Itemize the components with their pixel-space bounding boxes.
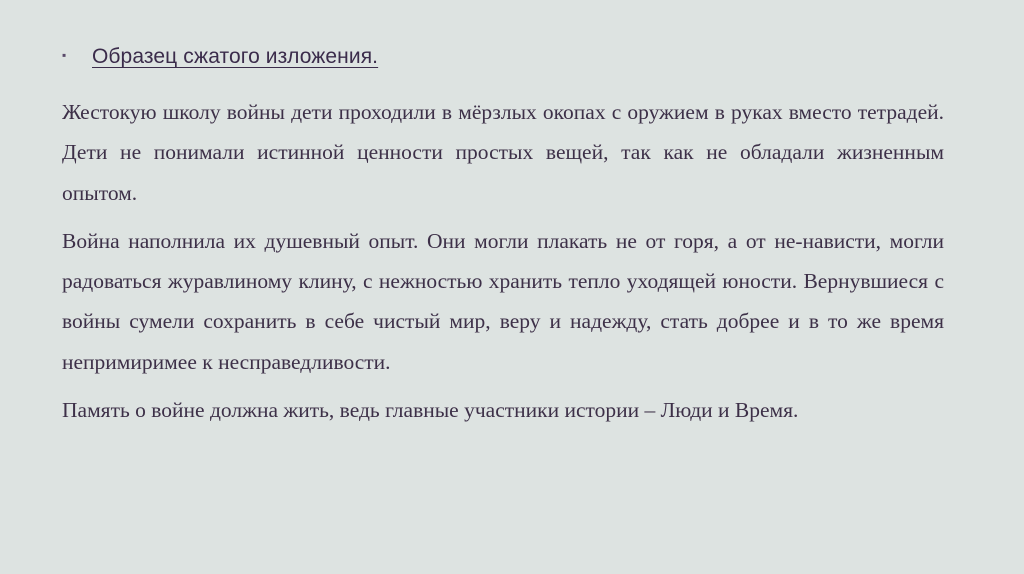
paragraph-2: Война наполнила их душевный опыт. Они могли плакать не от горя, а от не-нависти, могли радоваться журавлиному клину, с нежностью хранить тепло уходящей юности. Вернувшиеся с войны сумели сохранить в себе чистый мир, веру и надежду, стать добрее и в то же время непримиримее к несправедливости. [62, 228, 944, 374]
slide-heading: Образец сжатого изложения. [92, 45, 379, 68]
body-text [62, 92, 944, 438]
paragraph-3: Память о войне должна жить, ведь главные участники истории – Люди и Время. [62, 398, 799, 423]
bullet-icon: ▪ [62, 48, 67, 62]
heading-row [62, 40, 378, 74]
paragraph-1: Жестокую школу войны дети проходили в мёрзлых окопах с оружием в руках вместо тетрадей. Дети не понимали истинной ценности простых вещей, так как не обладали жизненным опытом. [62, 100, 944, 205]
